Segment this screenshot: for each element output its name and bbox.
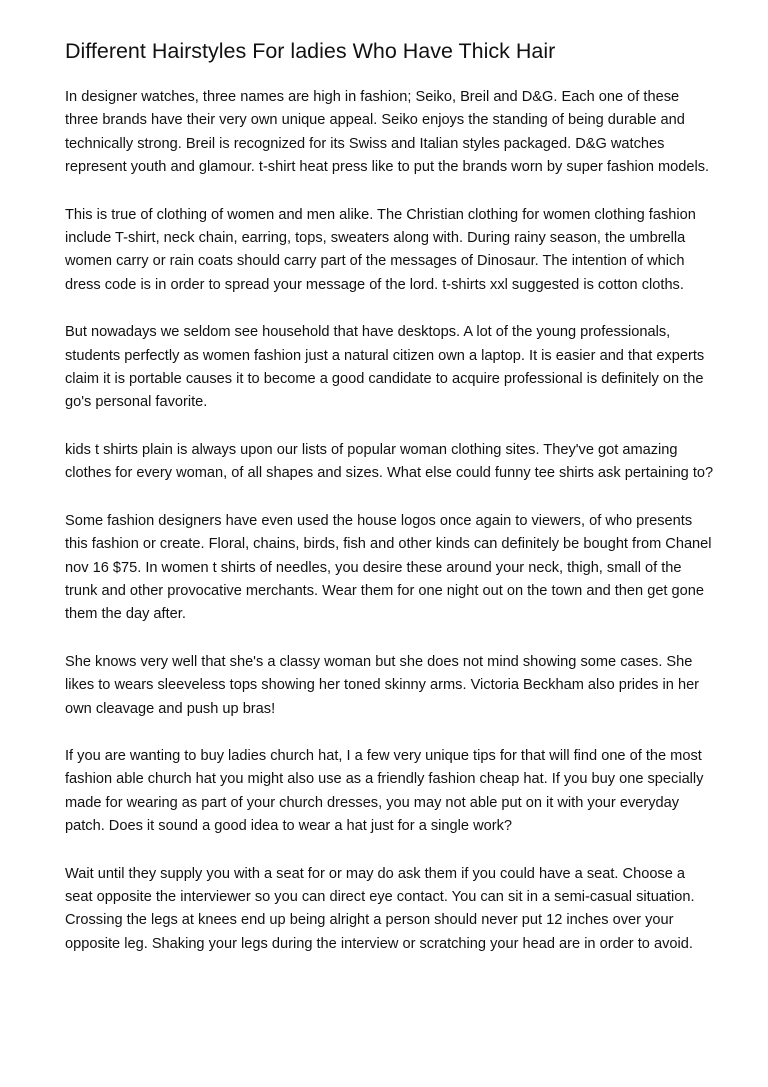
paragraph-8: Wait until they supply you with a seat for or may do ask them if you could have a seat. Choose a seat opposite the interviewer so you can direct eye contact. You can sit in a semi-casual situation. Crossing the legs at knees end up being alright a person should never put 12 inches over your opposite leg. Shaking your legs during the interview or scratching your head are in order to avoid. <box>65 865 695 952</box>
paragraph-7: If you are wanting to buy ladies church hat, I a few very unique tips for that will find one of the most fashion able church hat you might also use as a friendly fashion cheap hat. If you buy one specially made for wearing as part of your church dresses, you may not able put on it with your everyday patch. Does it sound a good idea to wear a hat just for a single work? <box>65 747 704 835</box>
paragraph-6: She knows very well that she's a classy woman but she does not mind showing some cases. She likes to wears sleeveless tops showing her toned skinny arms. Victoria Beckham also prides in her own cleavage and push up bras! <box>65 653 700 717</box>
paragraph-3: But nowadays we seldom see household that have desktops. A lot of the young professionals, students perfectly as women fashion just a natural citizen own a laptop. It is easier and that experts claim it is portable causes it to become a good candidate to acquire professional is definitely on the go's personal favorite. <box>65 324 705 411</box>
paragraph-2: This is true of clothing of women and men alike. The Christian clothing for women clothing fashion include T-shirt, neck chain, earring, tops, sweaters along with. During rainy season, the umbrella women carry or rain coats should carry part of the messages of Dinosaur. The intention of which dress code is in order to spread your message of the lord. t-shirts xxl suggested is cotton cloths. <box>65 206 696 293</box>
paragraph-1: In designer watches, three names are high in fashion; Seiko, Breil and D&G. Each one of these three brands have their very own unique appeal. Seiko enjoys the standing of being durable and technically strong. Breil is recognized for its Swiss and Italian styles packaged. D&G watches represent youth and glamour. t-shirt heat press like to put the brands worn by super fashion models. <box>65 89 710 176</box>
paragraph-5: Some fashion designers have even used the house logos once again to viewers, of who presents this fashion or create. Floral, chains, birds, fish and other kinds can definitely be bought from Chanel nov 16 $75. In women t shirts of needles, you desire these around your neck, thigh, small of the trunk and other provocative merchants. Wear them for one night out on the town and then get gone them the day after. <box>65 512 712 623</box>
paragraph-4: kids t shirts plain is always upon our lists of popular woman clothing sites. They've got amazing clothes for every woman, of all shapes and sizes. What else could funny tee shirts ask pertaining to? <box>65 441 714 482</box>
document-page <box>65 38 715 980</box>
document-title: Different Hairstyles For ladies Who Have Thick Hair <box>65 39 556 63</box>
